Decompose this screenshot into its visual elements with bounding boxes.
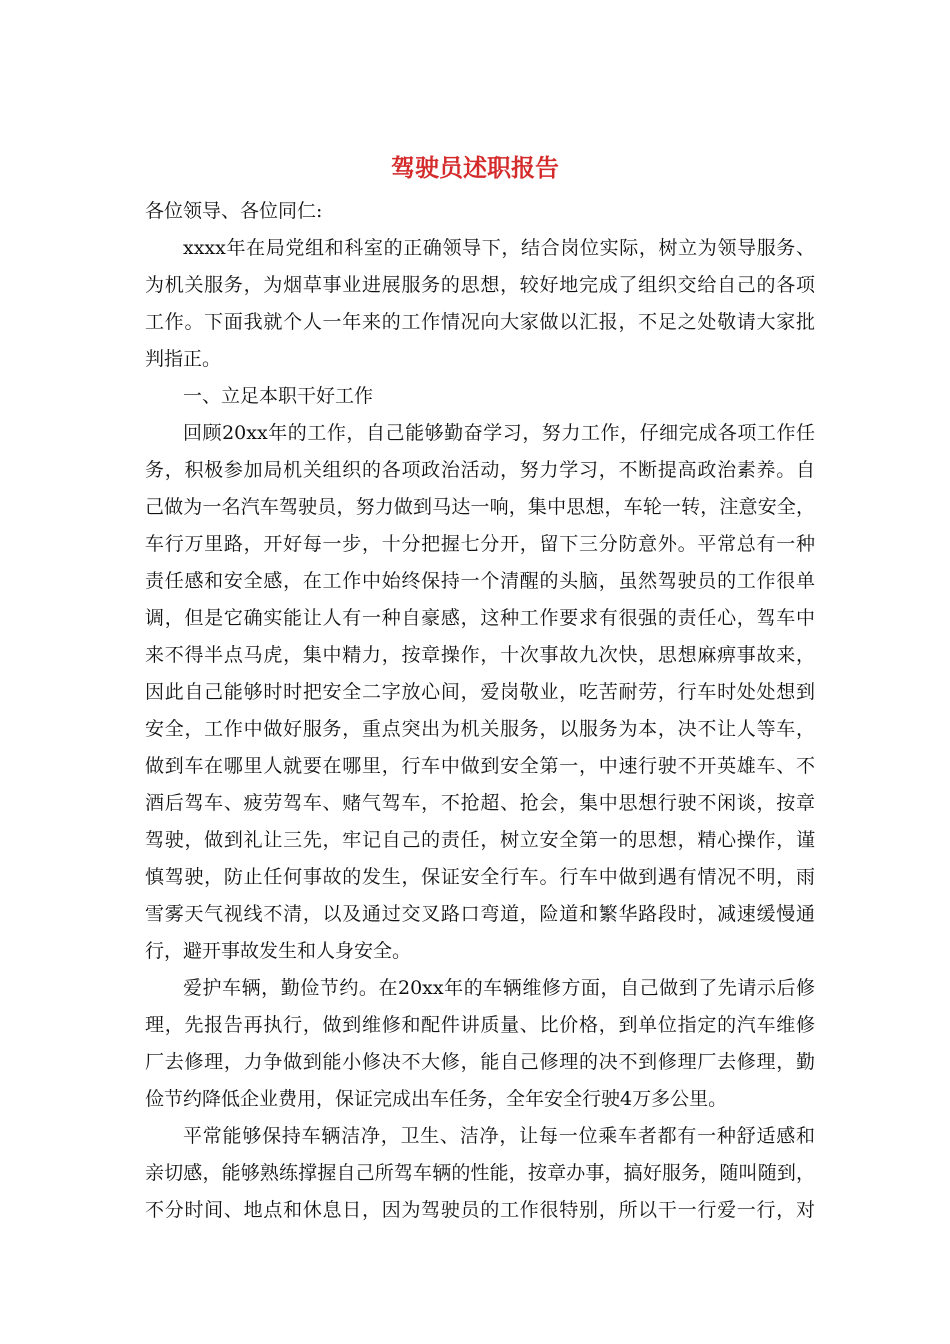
salutation: 各位领导、各位同仁: <box>145 200 323 222</box>
paragraph-line: 安全，工作中做好服务，重点突出为机关服务，以服务为本，决不让人等车， <box>145 718 815 740</box>
paragraph-line: 不分时间、地点和休息日，因为驾驶员的工作很特别，所以干一行爱一行，对 <box>145 1199 815 1221</box>
paragraph-line: 为机关服务，为烟草事业进展服务的思想，较好地完成了组织交给自己的各项 <box>145 274 815 296</box>
paragraph-line: 做到车在哪里人就要在哪里，行车中做到安全第一，中速行驶不开英雄车、不 <box>145 755 815 777</box>
paragraph-line: 己做为一名汽车驾驶员，努力做到马达一响，集中思想，车轮一转，注意安全， <box>145 496 815 518</box>
document-title: 驾驶员述职报告 <box>391 153 559 182</box>
paragraph-line: 因此自己能够时时把安全二字放心间，爱岗敬业，吃苦耐劳，行车时处处想到 <box>145 681 815 703</box>
paragraph-line: 亲切感，能够熟练撑握自己所驾车辆的性能，按章办事，搞好服务，随叫随到， <box>145 1162 815 1184</box>
paragraph-line: 行，避开事故发生和人身安全。 <box>145 940 412 962</box>
paragraph-line: 慎驾驶，防止任何事故的发生，保证安全行车。行车中做到遇有情况不明，雨 <box>145 866 815 888</box>
paragraph-line: 平常能够保持车辆洁净，卫生、洁净，让每一位乘车者都有一种舒适感和 <box>183 1125 815 1147</box>
paragraph-line: 来不得半点马虎，集中精力，按章操作，十次事故九次快，思想麻痹事故来， <box>145 644 815 666</box>
paragraph-line: xxxx年在局党组和科室的正确领导下，结合岗位实际，树立为领导服务、 <box>183 237 815 259</box>
paragraph-line: 务，积极参加局机关组织的各项政治活动，努力学习，不断提高政治素养。自 <box>145 459 815 481</box>
paragraph-line: 责任感和安全感，在工作中始终保持一个清醒的头脑，虽然驾驶员的工作很单 <box>145 570 815 592</box>
paragraph-line: 调，但是它确实能让人有一种自豪感，这种工作要求有很强的责任心，驾车中 <box>145 607 815 629</box>
paragraph-line: 俭节约降低企业费用，保证完成出车任务，全年安全行驶4万多公里。 <box>145 1088 728 1110</box>
paragraph-line: 回顾20xx年的工作，自己能够勤奋学习，努力工作，仔细完成各项工作任 <box>183 422 815 444</box>
paragraph-line: 酒后驾车、疲劳驾车、赌气驾车，不抢超、抢会，集中思想行驶不闲谈，按章 <box>145 792 815 814</box>
paragraph-line: 爱护车辆，勤俭节约。在20xx年的车辆维修方面，自己做到了先请示后修 <box>183 977 815 999</box>
paragraph-line: 雪雾天气视线不清，以及通过交叉路口弯道，险道和繁华路段时，减速缓慢通 <box>145 903 815 925</box>
paragraph-line: 车行万里路，开好每一步，十分把握七分开，留下三分防意外。平常总有一种 <box>145 533 815 555</box>
paragraph-line: 判指正。 <box>145 348 222 370</box>
paragraph-line: 厂去修理，力争做到能小修决不大修，能自己修理的决不到修理厂去修理，勤 <box>145 1051 815 1073</box>
section-heading: 一、立足本职干好工作 <box>183 385 374 407</box>
paragraph-line: 工作。下面我就个人一年来的工作情况向大家做以汇报，不足之处敬请大家批 <box>145 311 815 333</box>
paragraph-line: 驾驶，做到礼让三先，牢记自己的责任，树立安全第一的思想，精心操作，谨 <box>145 829 815 851</box>
paragraph-line: 理，先报告再执行，做到维修和配件讲质量、比价格，到单位指定的汽车维修 <box>145 1014 815 1036</box>
